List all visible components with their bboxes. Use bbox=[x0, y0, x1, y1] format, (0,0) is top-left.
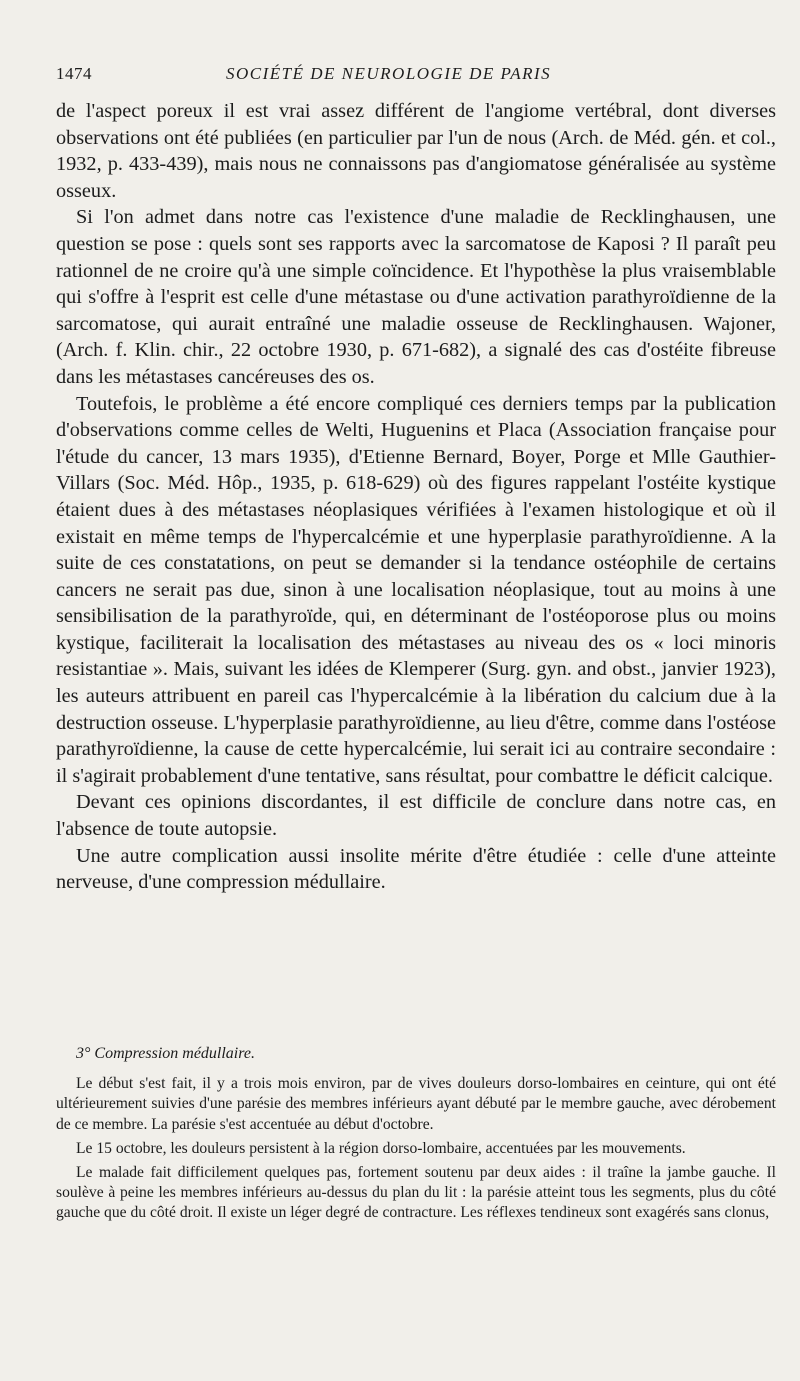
section-heading: 3° Compression médullaire. bbox=[76, 1045, 255, 1062]
running-head bbox=[56, 64, 770, 86]
main-text bbox=[56, 98, 776, 896]
journal-title: SOCIÉTÉ DE NEUROLOGIE DE PARIS bbox=[226, 64, 552, 83]
page-number: 1474 bbox=[56, 64, 92, 83]
section-paragraph-debut: Le début s'est fait, il y a trois mois environ, par de vives douleurs dorso-lombaires en ceinture, qui ont été ultérieurement suivies d'une parésie des membres inférieurs ayant débuté par le membre gauche, avec dérobement de ce membre. La parésie s'est accentuée au début d'octobre. bbox=[56, 1075, 776, 1133]
section-paragraph-octobre: Le 15 octobre, les douleurs persistent à la région dorso-lombaire, accentuées par les mouvements. bbox=[76, 1139, 686, 1157]
section-paragraph-malade: Le malade fait difficilement quelques pas, fortement soutenu par deux aides : il traîne la jambe gauche. Il soulève à peine les membres inférieurs au-dessus du plan du lit : la parésie atteint tous les segments, plus du côté gauche que du côté droit. Il existe un léger degré de contracture. Les réflexes tendineux sont exagérés sans clonus, bbox=[56, 1164, 776, 1222]
paragraph-toutefois: Toutefois, le problème a été encore compliqué ces derniers temps par la publication d'observations comme celles de Welti, Huguenins et Placa (Association française pour l'étude du cancer, 13 mars 1935), d'Etienne Bernard, Boyer, Porge et Mlle Gauthier-Villars (Soc. Méd. Hôp., 1935, p. 618-629) où des figures rappelant l'ostéite kystique étaient dues à des métastases néoplasiques vérifiées à l'examen histologique et où il existait en même temps de l'hypercalcémie et une hyperplasie parathyroïdienne. A la suite de ces constatations, on peut se demander si la tendance ostéophile de certains cancers ne serait pas due, sinon à une localisation néoplasique, tout au moins à une sensibilisation de la parathyroïde, qui, en déterminant de l'ostéoporose plus ou moins kystique, faciliterait la localisation des métastases au niveau des os « loci minoris resistantiae ». Mais, suivant les idées de Klemperer (Surg. gyn. and obst., janvier 1923), les auteurs attribuent en pareil cas l'hypercalcémie à la libération du calcium due à la destruction osseuse. L'hyperplasie parathyroïdienne, au lieu d'être, comme dans l'ostéose parathyroïdienne, la cause de cette hypercalcémie, lui serait ici au contraire secondaire : il s'agirait probablement d'une tentative, sans résultat, pour combattre le déficit calcique. bbox=[56, 392, 776, 787]
paragraph-complication: Une autre complication aussi insolite mérite d'être étudiée : celle d'une atteinte nerveuse, d'une compression médullaire. bbox=[56, 844, 776, 894]
paragraph-devant: Devant ces opinions discordantes, il est difficile de conclure dans notre cas, en l'absence de toute autopsie. bbox=[56, 791, 776, 841]
section-compression bbox=[56, 1044, 776, 1228]
paragraph-angiome: de l'aspect poreux il est vrai assez différent de l'angiome vertébral, dont diverses observations ont été publiées (en particulier par l'un de nous (Arch. de Méd. gén. et col., 1932, p. 433-439), mais nous ne connaissons pas d'angiomatose généralisée au système osseux. bbox=[56, 100, 776, 202]
paragraph-recklinghausen: Si l'on admet dans notre cas l'existence d'une maladie de Recklinghausen, une question se pose : quels sont ses rapports avec la sarcomatose de Kaposi ? Il paraît peu rationnel de ne croire qu'à une simple coïncidence. Et l'hypothèse la plus vraisemblable qui s'offre à l'esprit est celle d'une métastase ou d'une activation parathyroïdienne de la sarcomatose, qui aurait entraîné une maladie osseuse de Recklinghausen. Wajoner, (Arch. f. Klin. chir., 22 octobre 1930, p. 671-682), a signalé des cas d'ostéite fibreuse dans les métastases cancéreuses des os. bbox=[56, 206, 776, 388]
